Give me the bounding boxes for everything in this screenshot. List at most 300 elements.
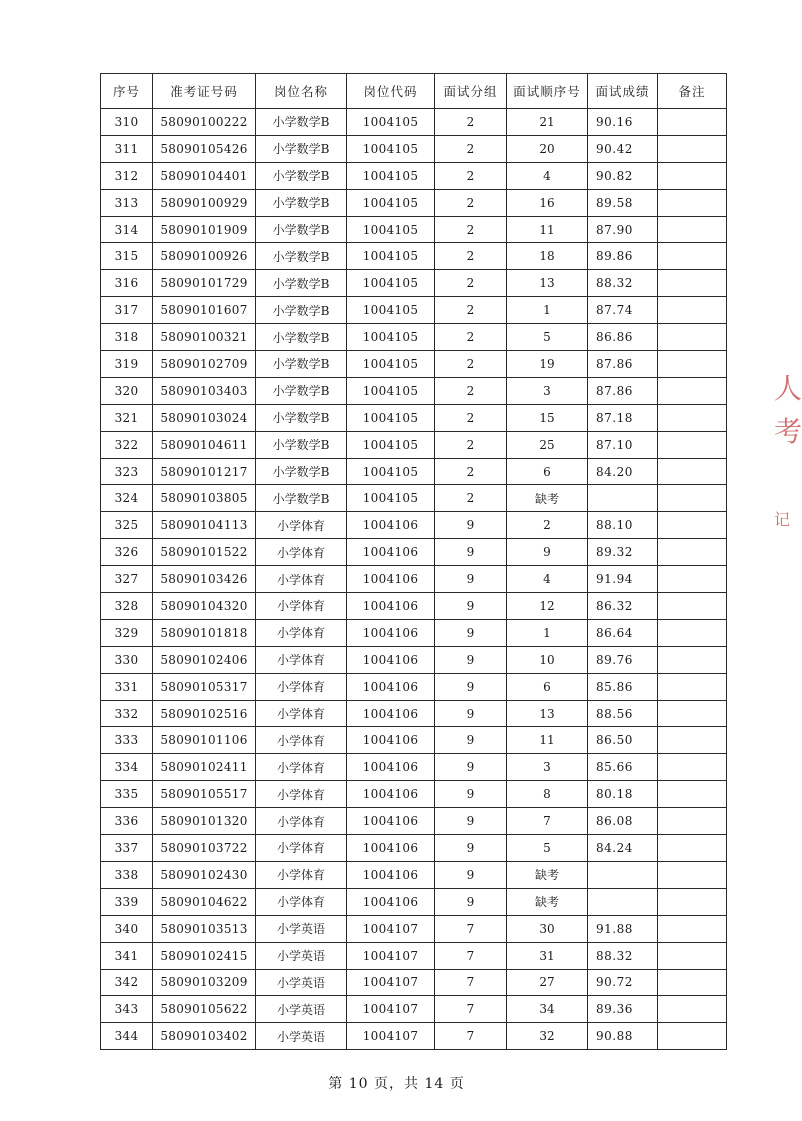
cell-seq-no: 320 <box>101 377 153 404</box>
table-row <box>101 404 727 431</box>
cell-remarks <box>658 404 727 431</box>
table-row <box>101 861 727 888</box>
cell-seq-no: 322 <box>101 431 153 458</box>
cell-exam-ticket-no: 58090104401 <box>153 162 256 189</box>
cell-remarks <box>658 781 727 808</box>
cell-interview-score: 91.94 <box>588 566 658 593</box>
cell-interview-score <box>588 888 658 915</box>
page-number: 第 10 页，共 14 页 <box>328 1076 465 1092</box>
cell-interview-group: 7 <box>435 996 507 1023</box>
cell-interview-group: 2 <box>435 458 507 485</box>
table-row <box>101 243 727 270</box>
cell-position-name: 小学数学B <box>256 162 347 189</box>
cell-seq-no: 319 <box>101 351 153 378</box>
cell-remarks <box>658 727 727 754</box>
table-row <box>101 888 727 915</box>
cell-interview-order: 缺考 <box>507 888 588 915</box>
column-header-interview-score: 面试成绩 <box>588 74 658 109</box>
cell-exam-ticket-no: 58090102406 <box>153 646 256 673</box>
cell-seq-no: 310 <box>101 109 153 136</box>
cell-position-code: 1004105 <box>347 189 435 216</box>
cell-exam-ticket-no: 58090103722 <box>153 835 256 862</box>
cell-remarks <box>658 619 727 646</box>
cell-exam-ticket-no: 58090101909 <box>153 216 256 243</box>
cell-position-code: 1004107 <box>347 969 435 996</box>
cell-interview-group: 9 <box>435 727 507 754</box>
table-row <box>101 593 727 620</box>
cell-interview-score: 91.88 <box>588 915 658 942</box>
table-row <box>101 189 727 216</box>
cell-seq-no: 333 <box>101 727 153 754</box>
cell-interview-group: 9 <box>435 754 507 781</box>
cell-position-code: 1004105 <box>347 216 435 243</box>
table-row <box>101 754 727 781</box>
table-row <box>101 700 727 727</box>
cell-exam-ticket-no: 58090104611 <box>153 431 256 458</box>
column-header-interview-order: 面试顺序号 <box>507 74 588 109</box>
cell-remarks <box>658 700 727 727</box>
cell-remarks <box>658 512 727 539</box>
cell-remarks <box>658 942 727 969</box>
table-row <box>101 619 727 646</box>
cell-interview-order: 9 <box>507 539 588 566</box>
cell-position-code: 1004105 <box>347 351 435 378</box>
cell-interview-group: 9 <box>435 512 507 539</box>
cell-position-code: 1004106 <box>347 700 435 727</box>
cell-seq-no: 321 <box>101 404 153 431</box>
cell-interview-group: 9 <box>435 781 507 808</box>
cell-position-code: 1004106 <box>347 673 435 700</box>
cell-position-name: 小学体育 <box>256 727 347 754</box>
cell-interview-group: 2 <box>435 377 507 404</box>
cell-interview-score: 88.32 <box>588 942 658 969</box>
table-row <box>101 835 727 862</box>
cell-remarks <box>658 162 727 189</box>
cell-interview-order: 缺考 <box>507 861 588 888</box>
cell-position-name: 小学体育 <box>256 646 347 673</box>
cell-seq-no: 323 <box>101 458 153 485</box>
cell-exam-ticket-no: 58090105317 <box>153 673 256 700</box>
table-row <box>101 646 727 673</box>
cell-interview-group: 2 <box>435 270 507 297</box>
cell-interview-order: 20 <box>507 135 588 162</box>
cell-exam-ticket-no: 58090102415 <box>153 942 256 969</box>
cell-interview-order: 27 <box>507 969 588 996</box>
cell-exam-ticket-no: 58090102516 <box>153 700 256 727</box>
header-row <box>101 74 727 109</box>
cell-interview-group: 7 <box>435 915 507 942</box>
cell-interview-score: 85.66 <box>588 754 658 781</box>
cell-position-code: 1004106 <box>347 861 435 888</box>
cell-interview-group: 9 <box>435 539 507 566</box>
cell-interview-group: 2 <box>435 109 507 136</box>
cell-seq-no: 316 <box>101 270 153 297</box>
cell-position-code: 1004105 <box>347 270 435 297</box>
cell-exam-ticket-no: 58090100929 <box>153 189 256 216</box>
cell-remarks <box>658 593 727 620</box>
cell-interview-order: 7 <box>507 808 588 835</box>
cell-position-name: 小学体育 <box>256 835 347 862</box>
cell-interview-score: 86.86 <box>588 324 658 351</box>
cell-interview-order: 31 <box>507 942 588 969</box>
cell-interview-score: 90.72 <box>588 969 658 996</box>
cell-interview-order: 25 <box>507 431 588 458</box>
cell-interview-score: 90.16 <box>588 109 658 136</box>
cell-interview-group: 2 <box>435 351 507 378</box>
cell-remarks <box>658 324 727 351</box>
cell-interview-group: 9 <box>435 861 507 888</box>
cell-position-code: 1004106 <box>347 754 435 781</box>
cell-remarks <box>658 135 727 162</box>
cell-exam-ticket-no: 58090100222 <box>153 109 256 136</box>
cell-interview-score: 89.86 <box>588 243 658 270</box>
cell-interview-score: 89.32 <box>588 539 658 566</box>
cell-interview-score: 87.10 <box>588 431 658 458</box>
cell-remarks <box>658 915 727 942</box>
cell-interview-score: 86.50 <box>588 727 658 754</box>
cell-remarks <box>658 861 727 888</box>
cell-position-code: 1004105 <box>347 485 435 512</box>
cell-exam-ticket-no: 58090103024 <box>153 404 256 431</box>
cell-remarks <box>658 835 727 862</box>
cell-interview-order: 18 <box>507 243 588 270</box>
table-row <box>101 485 727 512</box>
cell-interview-group: 9 <box>435 646 507 673</box>
cell-position-code: 1004105 <box>347 458 435 485</box>
cell-remarks <box>658 270 727 297</box>
cell-interview-order: 2 <box>507 512 588 539</box>
cell-remarks <box>658 485 727 512</box>
cell-seq-no: 339 <box>101 888 153 915</box>
cell-interview-order: 34 <box>507 996 588 1023</box>
cell-position-code: 1004107 <box>347 915 435 942</box>
cell-interview-score: 88.56 <box>588 700 658 727</box>
cell-exam-ticket-no: 58090101818 <box>153 619 256 646</box>
cell-exam-ticket-no: 58090103513 <box>153 915 256 942</box>
cell-seq-no: 343 <box>101 996 153 1023</box>
column-header-remarks: 备注 <box>658 74 727 109</box>
cell-interview-order: 13 <box>507 270 588 297</box>
cell-seq-no: 327 <box>101 566 153 593</box>
cell-remarks <box>658 243 727 270</box>
cell-interview-order: 12 <box>507 593 588 620</box>
table-row <box>101 109 727 136</box>
cell-remarks <box>658 458 727 485</box>
cell-interview-score: 80.18 <box>588 781 658 808</box>
cell-seq-no: 332 <box>101 700 153 727</box>
cell-seq-no: 331 <box>101 673 153 700</box>
table-row <box>101 377 727 404</box>
cell-interview-group: 9 <box>435 566 507 593</box>
cell-interview-group: 2 <box>435 162 507 189</box>
cell-remarks <box>658 996 727 1023</box>
cell-interview-order: 13 <box>507 700 588 727</box>
cell-interview-order: 1 <box>507 619 588 646</box>
column-header-exam-ticket-no: 准考证号码 <box>153 74 256 109</box>
cell-seq-no: 326 <box>101 539 153 566</box>
cell-position-name: 小学体育 <box>256 673 347 700</box>
cell-interview-group: 2 <box>435 216 507 243</box>
cell-interview-group: 9 <box>435 593 507 620</box>
table-row <box>101 942 727 969</box>
cell-interview-group: 2 <box>435 189 507 216</box>
cell-position-name: 小学数学B <box>256 377 347 404</box>
cell-interview-group: 2 <box>435 404 507 431</box>
cell-position-code: 1004106 <box>347 781 435 808</box>
cell-interview-order: 10 <box>507 646 588 673</box>
cell-seq-no: 340 <box>101 915 153 942</box>
cell-interview-order: 4 <box>507 162 588 189</box>
cell-interview-score: 89.36 <box>588 996 658 1023</box>
cell-position-name: 小学体育 <box>256 593 347 620</box>
cell-interview-group: 2 <box>435 324 507 351</box>
cell-interview-order: 8 <box>507 781 588 808</box>
table-header <box>101 74 727 109</box>
cell-remarks <box>658 646 727 673</box>
cell-interview-order: 3 <box>507 377 588 404</box>
cell-interview-score: 86.32 <box>588 593 658 620</box>
cell-position-name: 小学英语 <box>256 942 347 969</box>
cell-interview-group: 9 <box>435 835 507 862</box>
cell-position-name: 小学体育 <box>256 861 347 888</box>
cell-position-name: 小学体育 <box>256 888 347 915</box>
cell-exam-ticket-no: 58090101522 <box>153 539 256 566</box>
cell-interview-order: 19 <box>507 351 588 378</box>
table-row <box>101 135 727 162</box>
table-row <box>101 512 727 539</box>
cell-seq-no: 337 <box>101 835 153 862</box>
cell-position-name: 小学体育 <box>256 754 347 781</box>
cell-interview-group: 9 <box>435 888 507 915</box>
cell-seq-no: 328 <box>101 593 153 620</box>
cell-interview-order: 11 <box>507 727 588 754</box>
cell-seq-no: 330 <box>101 646 153 673</box>
cell-interview-order: 11 <box>507 216 588 243</box>
cell-position-code: 1004106 <box>347 566 435 593</box>
cell-position-name: 小学数学B <box>256 485 347 512</box>
cell-interview-order: 4 <box>507 566 588 593</box>
cell-position-code: 1004105 <box>347 377 435 404</box>
cell-position-name: 小学数学B <box>256 431 347 458</box>
cell-position-name: 小学体育 <box>256 619 347 646</box>
cell-position-name: 小学数学B <box>256 216 347 243</box>
cell-interview-order: 16 <box>507 189 588 216</box>
cell-exam-ticket-no: 58090105426 <box>153 135 256 162</box>
table-row <box>101 351 727 378</box>
cell-position-name: 小学英语 <box>256 996 347 1023</box>
cell-position-name: 小学体育 <box>256 512 347 539</box>
table-row <box>101 324 727 351</box>
cell-position-name: 小学英语 <box>256 1023 347 1050</box>
cell-remarks <box>658 808 727 835</box>
column-header-interview-group: 面试分组 <box>435 74 507 109</box>
cell-exam-ticket-no: 58090103426 <box>153 566 256 593</box>
cell-interview-order: 5 <box>507 835 588 862</box>
cell-position-name: 小学数学B <box>256 135 347 162</box>
cell-position-code: 1004107 <box>347 942 435 969</box>
cell-seq-no: 314 <box>101 216 153 243</box>
cell-interview-score: 88.32 <box>588 270 658 297</box>
table-row <box>101 808 727 835</box>
cell-position-code: 1004106 <box>347 512 435 539</box>
cell-position-name: 小学英语 <box>256 915 347 942</box>
cell-position-code: 1004105 <box>347 135 435 162</box>
cell-seq-no: 336 <box>101 808 153 835</box>
cell-seq-no: 341 <box>101 942 153 969</box>
cell-exam-ticket-no: 58090101217 <box>153 458 256 485</box>
cell-interview-group: 2 <box>435 297 507 324</box>
cell-position-code: 1004107 <box>347 996 435 1023</box>
cell-interview-group: 2 <box>435 431 507 458</box>
table-row <box>101 431 727 458</box>
cell-remarks <box>658 351 727 378</box>
cell-exam-ticket-no: 58090104320 <box>153 593 256 620</box>
cell-remarks <box>658 189 727 216</box>
cell-interview-order: 5 <box>507 324 588 351</box>
cell-position-name: 小学数学B <box>256 404 347 431</box>
cell-interview-order: 缺考 <box>507 485 588 512</box>
score-table <box>100 73 727 1050</box>
cell-remarks <box>658 566 727 593</box>
cell-interview-score: 84.20 <box>588 458 658 485</box>
cell-interview-score: 89.58 <box>588 189 658 216</box>
cell-interview-group: 9 <box>435 808 507 835</box>
cell-interview-group: 7 <box>435 1023 507 1050</box>
cell-seq-no: 313 <box>101 189 153 216</box>
cell-position-code: 1004105 <box>347 297 435 324</box>
cell-interview-group: 2 <box>435 135 507 162</box>
cell-interview-order: 21 <box>507 109 588 136</box>
cell-interview-group: 2 <box>435 485 507 512</box>
cell-interview-order: 6 <box>507 673 588 700</box>
cell-interview-score <box>588 485 658 512</box>
cell-interview-score: 87.74 <box>588 297 658 324</box>
cell-position-code: 1004106 <box>347 619 435 646</box>
seal-fragment: 记 <box>774 510 791 529</box>
cell-remarks <box>658 969 727 996</box>
cell-interview-score: 86.08 <box>588 808 658 835</box>
cell-seq-no: 311 <box>101 135 153 162</box>
cell-exam-ticket-no: 58090103402 <box>153 1023 256 1050</box>
cell-exam-ticket-no: 58090103403 <box>153 377 256 404</box>
cell-exam-ticket-no: 58090100321 <box>153 324 256 351</box>
table-row <box>101 458 727 485</box>
cell-interview-group: 7 <box>435 969 507 996</box>
cell-position-code: 1004106 <box>347 835 435 862</box>
cell-interview-score: 90.82 <box>588 162 658 189</box>
cell-interview-order: 30 <box>507 915 588 942</box>
cell-interview-score <box>588 861 658 888</box>
cell-position-name: 小学体育 <box>256 781 347 808</box>
cell-seq-no: 318 <box>101 324 153 351</box>
cell-remarks <box>658 754 727 781</box>
cell-seq-no: 335 <box>101 781 153 808</box>
cell-interview-score: 90.42 <box>588 135 658 162</box>
cell-seq-no: 344 <box>101 1023 153 1050</box>
cell-interview-group: 9 <box>435 619 507 646</box>
cell-remarks <box>658 539 727 566</box>
table-row <box>101 216 727 243</box>
cell-exam-ticket-no: 58090100926 <box>153 243 256 270</box>
cell-seq-no: 334 <box>101 754 153 781</box>
table-row <box>101 566 727 593</box>
cell-exam-ticket-no: 58090101729 <box>153 270 256 297</box>
table-row <box>101 270 727 297</box>
column-header-position-code: 岗位代码 <box>347 74 435 109</box>
cell-interview-score: 84.24 <box>588 835 658 862</box>
cell-interview-order: 32 <box>507 1023 588 1050</box>
cell-remarks <box>658 109 727 136</box>
table-row <box>101 969 727 996</box>
cell-seq-no: 315 <box>101 243 153 270</box>
cell-exam-ticket-no: 58090103805 <box>153 485 256 512</box>
cell-interview-order: 3 <box>507 754 588 781</box>
cell-seq-no: 329 <box>101 619 153 646</box>
cell-position-code: 1004105 <box>347 324 435 351</box>
cell-position-code: 1004106 <box>347 888 435 915</box>
cell-position-code: 1004105 <box>347 109 435 136</box>
cell-seq-no: 338 <box>101 861 153 888</box>
cell-interview-group: 7 <box>435 942 507 969</box>
cell-remarks <box>658 1023 727 1050</box>
cell-interview-order: 1 <box>507 297 588 324</box>
cell-position-code: 1004106 <box>347 646 435 673</box>
seal-fragment: 人 <box>774 372 802 405</box>
table-row <box>101 1023 727 1050</box>
cell-position-code: 1004105 <box>347 162 435 189</box>
table-body <box>101 109 727 1050</box>
cell-exam-ticket-no: 58090105517 <box>153 781 256 808</box>
cell-remarks <box>658 216 727 243</box>
seal-fragment: 考 <box>774 415 802 448</box>
cell-position-name: 小学数学B <box>256 189 347 216</box>
cell-seq-no: 324 <box>101 485 153 512</box>
cell-position-code: 1004106 <box>347 808 435 835</box>
cell-remarks <box>658 888 727 915</box>
cell-remarks <box>658 431 727 458</box>
cell-interview-score: 90.88 <box>588 1023 658 1050</box>
cell-position-name: 小学数学B <box>256 351 347 378</box>
table-row <box>101 162 727 189</box>
cell-position-name: 小学数学B <box>256 270 347 297</box>
cell-position-name: 小学数学B <box>256 109 347 136</box>
cell-position-name: 小学数学B <box>256 458 347 485</box>
cell-exam-ticket-no: 58090105622 <box>153 996 256 1023</box>
cell-seq-no: 317 <box>101 297 153 324</box>
cell-interview-group: 9 <box>435 673 507 700</box>
cell-exam-ticket-no: 58090102411 <box>153 754 256 781</box>
cell-interview-order: 6 <box>507 458 588 485</box>
cell-position-code: 1004105 <box>347 404 435 431</box>
cell-exam-ticket-no: 58090102709 <box>153 351 256 378</box>
cell-interview-group: 9 <box>435 700 507 727</box>
cell-position-name: 小学体育 <box>256 700 347 727</box>
cell-exam-ticket-no: 58090104113 <box>153 512 256 539</box>
cell-position-code: 1004107 <box>347 1023 435 1050</box>
cell-exam-ticket-no: 58090103209 <box>153 969 256 996</box>
cell-position-code: 1004106 <box>347 593 435 620</box>
cell-position-name: 小学英语 <box>256 969 347 996</box>
cell-exam-ticket-no: 58090101607 <box>153 297 256 324</box>
column-header-position-name: 岗位名称 <box>256 74 347 109</box>
cell-seq-no: 312 <box>101 162 153 189</box>
cell-interview-score: 85.86 <box>588 673 658 700</box>
cell-interview-score: 89.76 <box>588 646 658 673</box>
column-header-seq-no: 序号 <box>101 74 153 109</box>
cell-remarks <box>658 297 727 324</box>
table-row <box>101 996 727 1023</box>
cell-remarks <box>658 673 727 700</box>
